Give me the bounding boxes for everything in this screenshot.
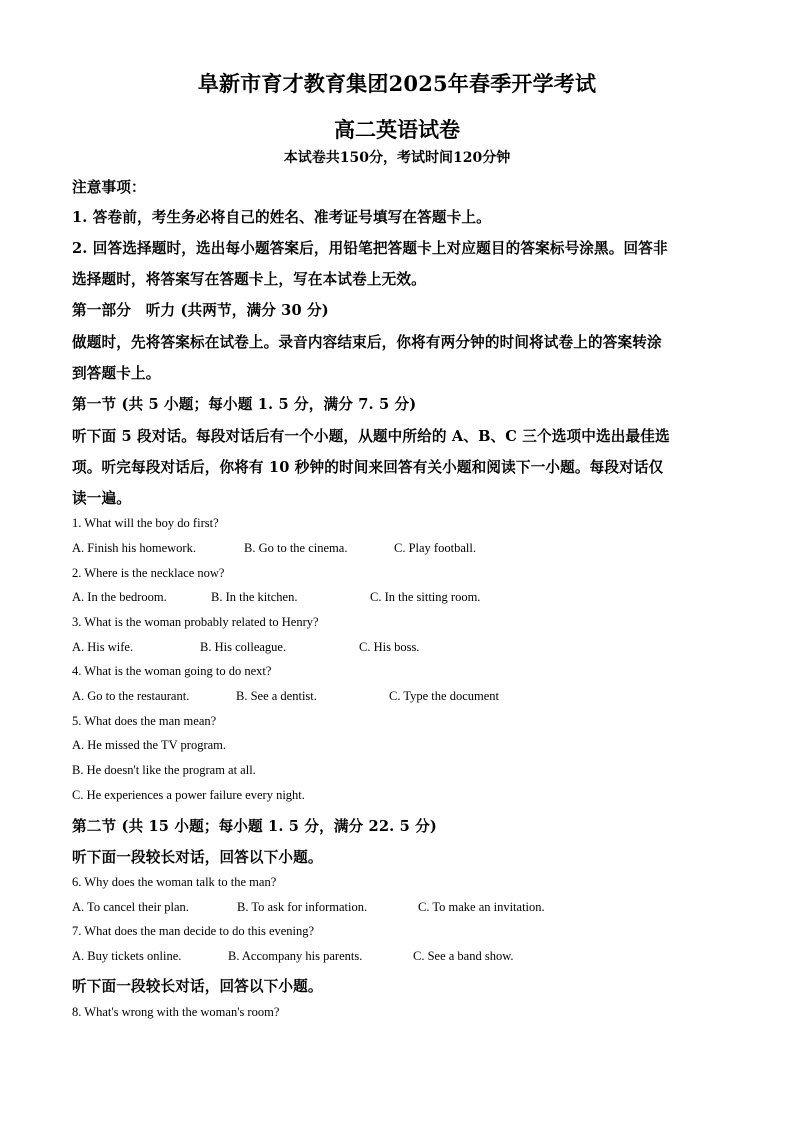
option-c: C. Play football. bbox=[394, 541, 476, 555]
section1-intro-line-3: 读一遍。 bbox=[72, 490, 131, 507]
option-a: A. Buy tickets online. bbox=[72, 949, 182, 963]
notice-item-2-line-1: 2. 回答选择题时，选出每小题答案后，用铅笔把答题卡上对应题目的答案标号涂黑。回答非 bbox=[72, 240, 668, 257]
section2-heading: 第二节 (共 15 小题；每小题 1. 5 分，满分 22. 5 分) bbox=[72, 818, 437, 835]
question-stem: 8. What's wrong with the woman's room? bbox=[72, 1005, 280, 1019]
question-stem: 7. What does the man decide to do this evening? bbox=[72, 924, 315, 938]
question-stem: 1. What will the boy do first? bbox=[72, 516, 219, 530]
option-b: B. Accompany his parents. bbox=[228, 949, 363, 963]
option-b: B. His colleague. bbox=[200, 640, 287, 654]
option-b: B. Go to the cinema. bbox=[244, 541, 348, 555]
option-b: B. In the kitchen. bbox=[211, 590, 298, 604]
exam-meta: 本试卷共150分，考试时间120分钟 bbox=[283, 150, 511, 166]
option-a: A. To cancel their plan. bbox=[72, 900, 189, 914]
question-stem: 3. What is the woman probably related to Henry? bbox=[72, 615, 319, 629]
section1-heading: 第一节 (共 5 小题；每小题 1. 5 分，满分 7. 5 分) bbox=[72, 396, 417, 413]
option-a: A. He missed the TV program. bbox=[72, 738, 227, 752]
option-c: C. His boss. bbox=[359, 640, 420, 654]
option-c: C. To make an invitation. bbox=[418, 900, 545, 914]
question-stem: 6. Why does the woman talk to the man? bbox=[72, 875, 277, 889]
passage-intro: 听下面一段较长对话，回答以下小题。 bbox=[72, 978, 323, 995]
question-stem: 4. What is the woman going to do next? bbox=[72, 664, 272, 678]
part1-intro-line-2: 到答题卡上。 bbox=[72, 365, 161, 382]
notice-heading: 注意事项： bbox=[72, 179, 146, 196]
section1-intro-line-2: 项。听完每段对话后，你将有 10 秒钟的时间来回答有关小题和阅读下一小题。每段对话仅 bbox=[72, 459, 664, 476]
option-a: A. Go to the restaurant. bbox=[72, 689, 190, 703]
option-c: C. In the sitting room. bbox=[370, 590, 481, 604]
option-b: B. To ask for information. bbox=[237, 900, 368, 914]
option-b: B. He doesn't like the program at all. bbox=[72, 763, 256, 777]
question-stem: 2. Where is the necklace now? bbox=[72, 566, 225, 580]
option-b: B. See a dentist. bbox=[236, 689, 317, 703]
question-stem: 5. What does the man mean? bbox=[72, 714, 217, 728]
exam-subtitle: 高二英语试卷 bbox=[334, 117, 460, 142]
notice-item-2-line-2: 选择题时，将答案写在答题卡上，写在本试卷上无效。 bbox=[72, 271, 426, 288]
option-a: A. His wife. bbox=[72, 640, 134, 654]
option-c: C. See a band show. bbox=[413, 949, 514, 963]
option-c: C. He experiences a power failure every night. bbox=[72, 788, 305, 802]
option-c: C. Type the document bbox=[389, 689, 499, 703]
option-a: A. In the bedroom. bbox=[72, 590, 167, 604]
section1-intro-line-1: 听下面 5 段对话。每段对话后有一个小题，从题中所给的 A、B、C 三个选项中选出最佳选 bbox=[72, 428, 670, 445]
option-a: A. Finish his homework. bbox=[72, 541, 196, 555]
part1-heading: 第一部分 听力 (共两节，满分 30 分) bbox=[72, 302, 329, 319]
passage-intro: 听下面一段较长对话，回答以下小题。 bbox=[72, 849, 323, 866]
notice-item-1: 1. 答卷前，考生务必将自己的姓名、准考证号填写在答题卡上。 bbox=[72, 209, 491, 226]
exam-title: 阜新市育才教育集团2025年春季开学考试 bbox=[197, 71, 597, 96]
part1-intro-line-1: 做题时，先将答案标在试卷上。录音内容结束后，你将有两分钟的时间将试卷上的答案转涂 bbox=[72, 334, 662, 351]
